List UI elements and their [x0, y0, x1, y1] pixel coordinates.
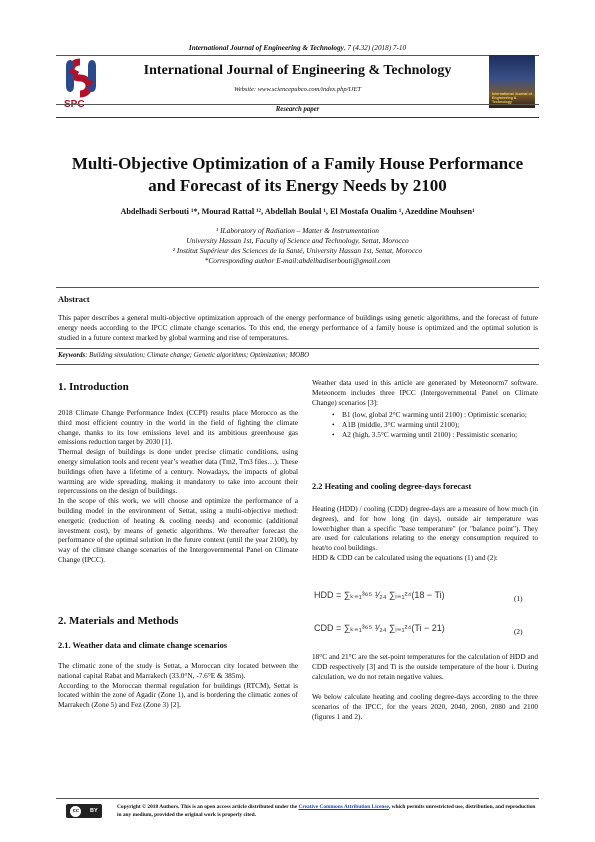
equation-2-number: (2)	[514, 627, 523, 636]
copyright-notice: Copyright © 2018 Authors. This is an open access article distributed under the Creative Commons Attribution License, which permits unrestricted use, distribution, and reproduction in any medium, provided the original work is properly cited.	[117, 804, 536, 818]
keywords-rule	[56, 364, 539, 365]
cc-icon: cc	[70, 806, 81, 817]
section-methods-heading: 2. Materials and Methods	[58, 615, 179, 627]
paper-type: Research paper	[275, 106, 320, 113]
weather-paragraph-2: According to the Moroccan thermal regulation for buildings (RTCM), Settat is located within the zone of Agadir (Zone 1), and is bordering the climatic zones of Marrakech (Zone 5) and Fez (Zone 3) [2].	[58, 680, 298, 710]
list-item: • B1 (low, global 2°C warming until 2100) : Optimistic scenario;	[312, 410, 538, 420]
affiliations: ¹ ILaboratory of Radiation – Matter & Instrumentation University Hassan 1st, Faculty of Science and Technology, Settat, Morocco ² Institut Supérieur des Sciences de la Santé, University Hassan 1st, Settat, Morocco *Corresponding author E-mail:abdelhadiserbouti@gmail.com	[172, 226, 423, 265]
logo-text: SPC	[64, 99, 85, 110]
journal-website: Website: www.sciencepubco.com/index.php/IJET	[233, 86, 362, 93]
list-item: • A2 (high, 3.5°C warming until 2100) : Pessimistic scenario;	[312, 430, 538, 440]
hdd-paragraph-4: We below calculate heating and cooling degree-days according to the three scenarios of the IPCC, for the years 2020, 2040, 2060, 2080 and 2100 (figures 1 and 2).	[312, 692, 538, 721]
hdd-body	[312, 504, 538, 563]
hdd-paragraph-1: Heating (HDD) / cooling (CDD) degree-days are a measure of how much (in degrees), and for how long (in days), outside air temperature was lower/higher than a specific "base temperature" (or "balance point"). They are used for calculations relating to the energy consumption required to heat/to cool buildings.	[312, 504, 538, 553]
abstract-heading: Abstract	[58, 294, 90, 304]
license-link[interactable]: Creative Commons Attribution License	[298, 804, 389, 810]
subsection-weather-heading: 2.1. Weather data and climate change scenarios	[58, 641, 228, 650]
abstract-rule-top	[56, 287, 539, 288]
footer-rule	[56, 798, 539, 799]
weather-paragraph-3: Weather data used in this article are generated by Meteonorm7 software. Meteonorm includes three IPCC (Intergovernmental Panel on Climate Change) scenarios [3]:	[312, 378, 538, 407]
header-rule-bottom	[56, 117, 539, 118]
intro-paragraph-2: Thermal design of buildings is done under precise climatic conditions, using energy simulation tools and recent year’s weather data (Tm2, Tm3 files…). These buildings often have a lifetime of a century. Nowadays, the impacts of global warming are wide spreading, making it mandatory to take into account their repercussions on the design of buildings.	[58, 447, 298, 496]
abstract-text: This paper describes a general multi-objective optimization approach of the energy performance of buildings using genetic algorithms, and the forecast of future energy needs according to the IPCC climate change scenarios. To this end, the energy performance of a family house is optimized and the optimal solution is studied in a future context marked by global warming and rise of temperatures.	[58, 313, 538, 342]
equation-1-number: (1)	[514, 594, 523, 603]
cover-title: International Journal of Engineering & Technology	[492, 92, 532, 104]
intro-paragraph-1: 2018 Climate Change Performance Index (CCPI) results place Morocco as the third most efficient country in the world in the field of fighting the climate change, thanks to its low emissions level and its ambitious greenhouse gas emissions reduction target by 2030 [1].	[58, 408, 298, 447]
by-icon: BY	[90, 808, 98, 814]
journal-title: International Journal of Engineering & Technology	[143, 63, 452, 78]
equation-2: CDD = ∑ₖ₌₁³⁶⁵ ¹⁄₂₄ ∑ᵢ₌₁²⁴(Ti − 21)	[314, 623, 445, 633]
scenario-list	[312, 410, 538, 439]
weather-paragraph-1: The climatic zone of the study is Settat, a Moroccan city located between the national capital Rabat and Marrakech (33.0°N, -7.6°E & 385m).	[58, 661, 298, 680]
journal-cover	[489, 55, 535, 108]
list-item: • A1B (middle, 3°C warming until 2100);	[312, 420, 538, 430]
equation-1: HDD = ∑ₖ₌₁³⁶⁵ ¹⁄₂₄ ∑ᵢ₌₁²⁴(18 − Ti)	[314, 590, 445, 600]
keywords: Keywords: Building simulation; Climate change; Genetic algorithms; Optimization; MOBO	[58, 352, 310, 359]
subsection-hdd-heading: 2.2 Heating and cooling degree-days forecast	[312, 482, 472, 491]
intro-paragraph-3: In the scope of this work, we will choose and optimize the performance of a building model in the environment of Settat, using a multi-objective method: energetic (reduction of heating & cooling needs) and economic (additional investment cost), by means of genetic algorithms. We thereafter forecast the performance of the optimal solution in the future context (until the year 2100), by way of the climate change scenarios of the Intergovernmental Panel on Climate Change (IPCC).	[58, 496, 298, 564]
citation-line: International Journal of Engineering & Technology, 7 (4.32) (2018) 7-10	[188, 44, 407, 52]
paper-title: Multi-Objective Optimization of a Family House Performance and Forecast of its Energy Needs by 2100	[71, 154, 524, 195]
header-rule-mid	[56, 104, 539, 105]
hdd-paragraph-3: 18°C and 21°C are the set-point temperatures for the calculation of HDD and CDD respectively [3] and Ti is the outside temperature of the hour i. During calculation, we do not retain negative values.	[312, 652, 538, 681]
abstract-rule-bottom	[56, 348, 539, 349]
section-introduction-heading: 1. Introduction	[58, 381, 129, 393]
header-rule-top	[56, 55, 539, 56]
author-list: Abdelhadi Serbouti ¹*, Mourad Rattal ¹², Abdellah Boulal ¹, El Mostafa Oualim ¹, Azeddine Mouhsen¹	[120, 207, 475, 216]
intro-body	[58, 408, 298, 565]
weather-body	[58, 661, 298, 710]
cc-by-badge	[66, 804, 102, 818]
hdd-paragraph-2: HDD & CDD can be calculated using the equations (1) and (2):	[312, 552, 498, 562]
